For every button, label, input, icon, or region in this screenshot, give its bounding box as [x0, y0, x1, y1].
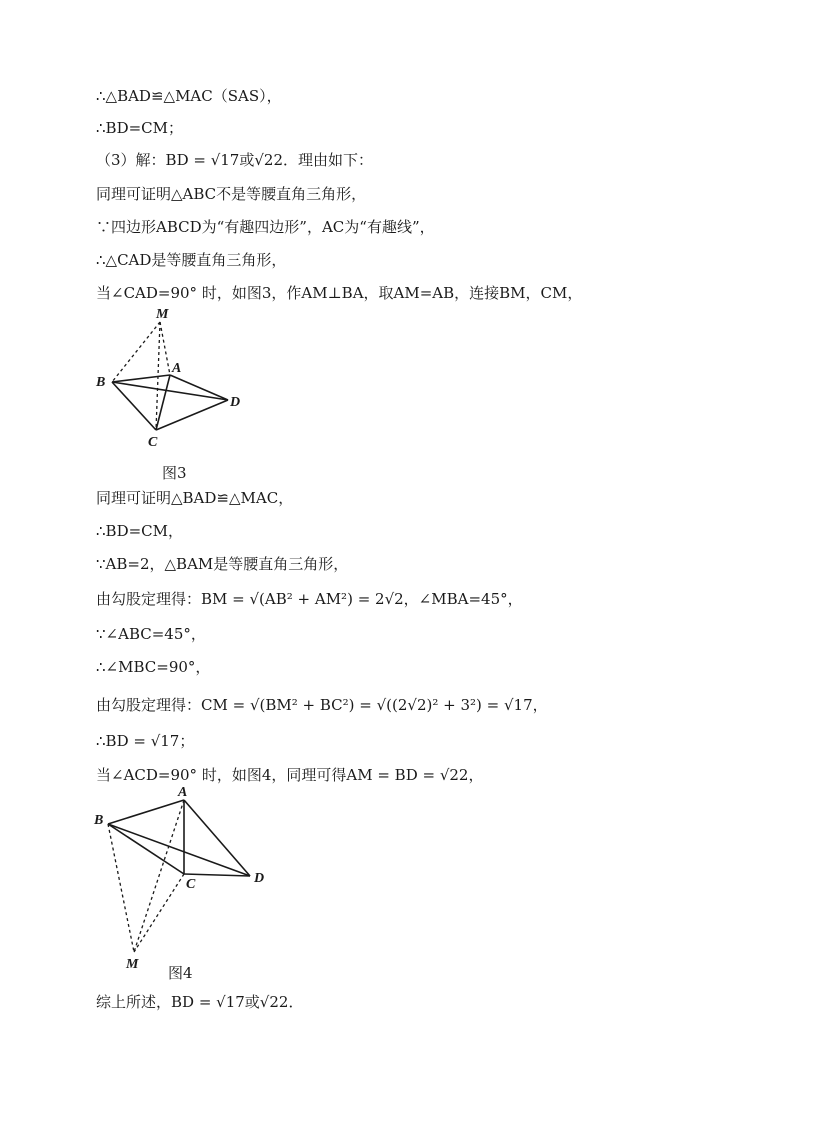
- text-line-8: 同理可证明△BAD≌△MAC，: [96, 489, 294, 507]
- figure-4-caption: 图4: [168, 964, 193, 982]
- text-line-7: 当∠CAD=90° 时，如图3，作AM⊥BA，取AM=AB，连接BM，CM，: [96, 284, 583, 302]
- segment-MB: [112, 322, 160, 382]
- segment-CD: [156, 400, 228, 430]
- segment-BC: [108, 824, 184, 874]
- figure-4: [92, 782, 277, 972]
- text-line-17: 综上所述，BD = √17或√22．: [96, 993, 304, 1011]
- segment-BD: [108, 824, 250, 876]
- text-line-3: （3）解：BD = √17或√22．理由如下：: [96, 151, 373, 169]
- text-line-11: 由勾股定理得：BM = √(AB² + AM²) = 2√2，∠MBA=45°，: [96, 590, 523, 608]
- segment-BM: [108, 824, 134, 952]
- label-M: M: [156, 307, 169, 322]
- segment-AM: [134, 800, 184, 952]
- label-A: A: [178, 785, 188, 800]
- figure-4-svg: [92, 782, 277, 972]
- label-A: A: [172, 361, 182, 376]
- label-B: B: [94, 813, 104, 828]
- segment-MA: [160, 322, 170, 375]
- text-line-15: ∴BD = √17；: [96, 732, 195, 750]
- label-D: D: [254, 871, 265, 886]
- label-C: C: [186, 877, 196, 892]
- segment-CM: [134, 874, 184, 952]
- figure-3-caption: 图3: [162, 464, 187, 482]
- text-line-13: ∴∠MBC=90°，: [96, 658, 211, 676]
- label-B: B: [96, 375, 106, 390]
- figure-3-svg: [90, 300, 270, 460]
- text-line-4: 同理可证明△ABC不是等腰直角三角形，: [96, 185, 367, 203]
- text-line-9: ∴BD=CM，: [96, 522, 183, 540]
- label-D: D: [230, 395, 241, 410]
- segment-BC: [112, 382, 156, 430]
- text-line-2: ∴BD=CM；: [96, 119, 183, 137]
- segment-BA: [108, 800, 184, 824]
- text-line-1: ∴△BAD≌△MAC（SAS），: [96, 87, 282, 105]
- segment-BA: [112, 375, 170, 382]
- text-line-6: ∴△CAD是等腰直角三角形，: [96, 251, 287, 269]
- segment-CD: [184, 874, 250, 876]
- segment-BD: [112, 382, 228, 400]
- text-line-12: ∵∠ABC=45°，: [96, 625, 206, 643]
- label-M: M: [126, 957, 139, 972]
- text-line-10: ∵AB=2，△BAM是等腰直角三角形，: [96, 555, 349, 573]
- figure-3: [90, 300, 270, 460]
- text-line-16: 当∠ACD=90° 时，如图4，同理可得AM = BD = √22，: [96, 766, 484, 784]
- label-C: C: [148, 435, 158, 450]
- text-line-14: 由勾股定理得：CM = √(BM² + BC²) = √((2√2)² + 3²) = √17，: [96, 696, 548, 714]
- text-line-5: ∵四边形ABCD为“有趣四边形”，AC为“有趣线”，: [96, 218, 435, 236]
